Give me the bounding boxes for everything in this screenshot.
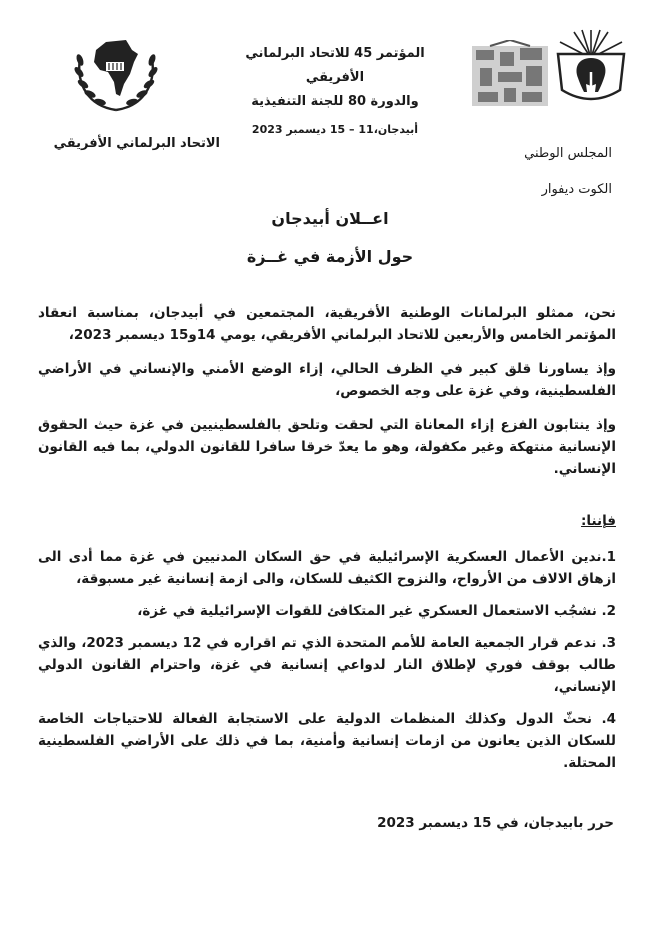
declaration-title-line1: اعــلان أبيدجان [271, 209, 389, 228]
conference-dates: أبيدجان،11 – 15 ديسمبر 2023 [251, 123, 419, 136]
declaration-title-line2: حول الأزمة في غــزة [246, 247, 414, 266]
session-title: والدورة 80 للجنة التنفيذية [251, 94, 419, 109]
declaration-title [180, 200, 480, 276]
assembly-stamp-emblem [470, 40, 550, 108]
national-assembly-block [472, 136, 612, 208]
apu-org-name: الاتحاد البرلماني الأفريقي [53, 136, 220, 151]
national-assembly-name: المجلس الوطني [524, 146, 612, 161]
preamble-paragraph-2: وإذ يساورنا قلق كبير في الظرف الحالي، إزاء الوضع الأمني والإنساني في الأراضي الفلسطينية، وفي غزة على وجه الخصوص، [38, 361, 616, 399]
conference-title: المؤتمر 45 للاتحاد البرلماني الأفريقي [245, 46, 425, 85]
conference-header [215, 42, 455, 140]
cote-divoire-emblem [552, 28, 630, 108]
preamble-paragraph-3: وإذ ينتابون الفزع إزاء المعاناة التي لحقت وتلحق بالفلسطينيين في غزة حيث الحقوق الإنسانية منتهكة وغير مكفولة، وهو ما يعدّ خرقا سافرا للقانون الدولي، بما فيه القانون الإنساني. [38, 417, 616, 477]
operative-heading: فإننا: [581, 513, 616, 529]
operative-item-3: 3. ندعم قرار الجمعية العامة للأمم المتحدة الذي تم اقراره في 12 ديسمبر 2023، والذي طالب بوقف فوري لإطلاق النار لدواعي إنسانية في غزة، واحترام القانون الدولي الإنساني، [38, 635, 617, 695]
declaration-body [38, 302, 616, 784]
preamble-paragraph-1: نحن، ممثلو البرلمانات الوطنية الأفريقية، المجتمعين في أبيدجان، بمناسبة انعقاد المؤتمر الخامس والأربعين للاتحاد البرلماني الأفريقي، يومي 14و15 ديسمبر 2023، [38, 305, 616, 343]
apu-emblem [68, 28, 164, 116]
operative-item-4: 4. نحثّ الدول وكذلك المنظمات الدولية على الاستجابة الفعالة للاحتياجات الخاصة للسكان الذين يعانون من ازمات إنسانية وأمنية، بما في ذلك على الأراضي الفلسطينية المحتلة. [38, 711, 616, 771]
signature-line: حرر بابيدجان، في 15 ديسمبر 2023 [377, 815, 614, 831]
operative-item-1: 1.ندين الأعمال العسكرية الإسرائيلية في حق السكان المدنيين في غزة مما أدى الى ازهاق الالاف من الأرواح، والنزوح الكثيف للسكان، والى ازمة إنسانية غير مسبوقة، [38, 549, 616, 587]
country-name: الكوت ديفوار [541, 182, 612, 197]
operative-item-2: 2. نشجُب الاستعمال العسكري غير المتكافئ للقوات الإسرائيلية في غزة، [137, 603, 616, 619]
